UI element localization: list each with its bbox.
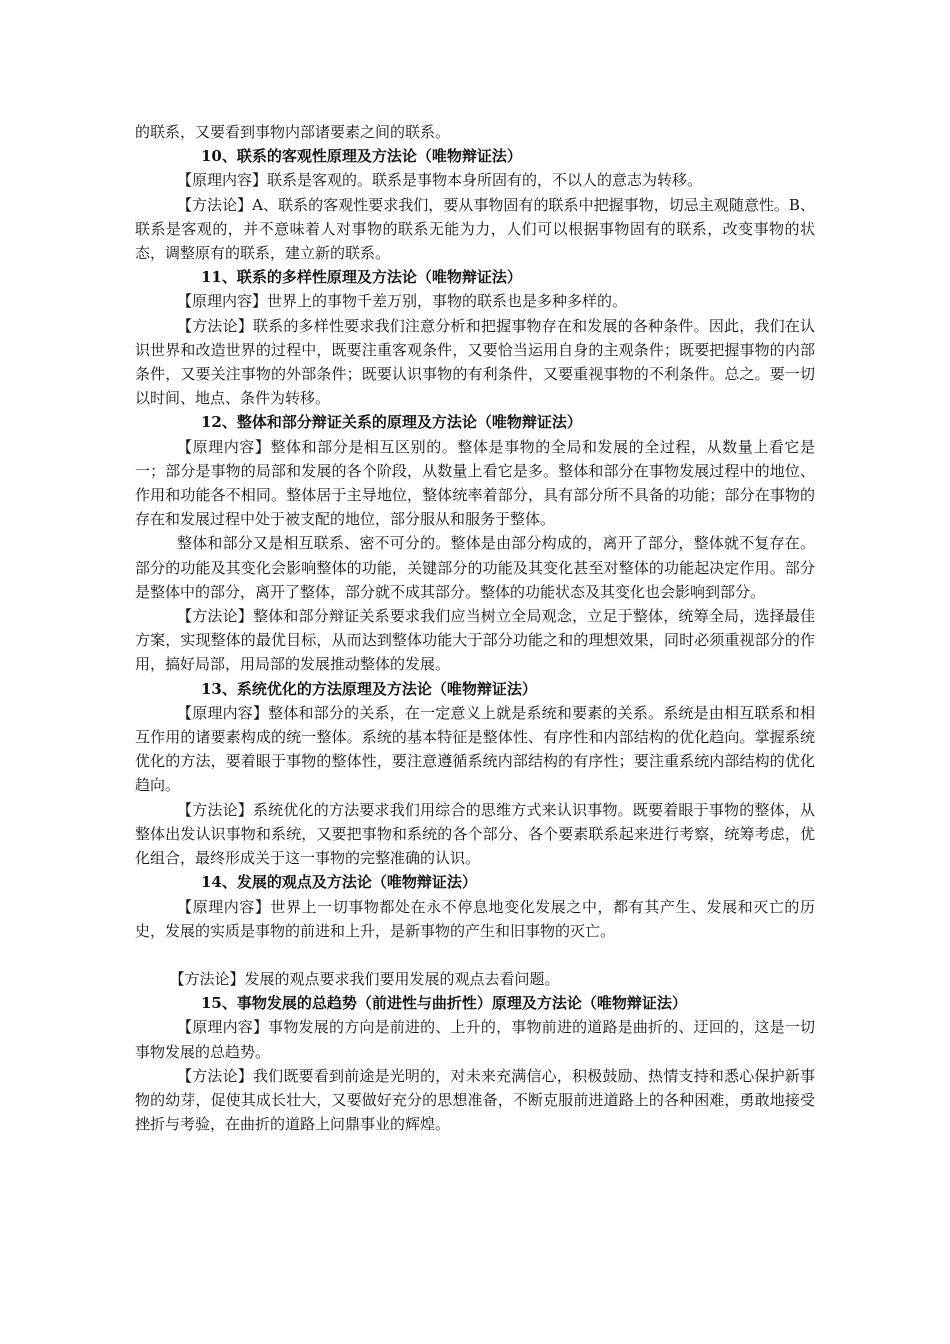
body-paragraph: 整体和部分又是相互联系、密不可分的。整体是由部分构成的，离开了部分，整体就不复存在。部分的功能及其变化会影响整体的功能，关键部分的功能及其变化甚至对整体的功能起决定作用。部分是整体中的部分，离开了整体，部分就不成其部分。整体的功能状态及其变化也会影响到部分。	[135, 534, 815, 601]
section-heading: 10、联系的客观性原理及方法论（唯物辩证法）	[201, 147, 522, 166]
body-paragraph: 【方法论】系统优化的方法要求我们用综合的思维方式来认识事物。既要着眼于事物的整体，从整体出发认识事物和系统，又要把事物和系统的各个部分、各个要素联系起来进行考察，统筹考虑，优化组合，最终形成关于这一事物的完整准确的认识。	[135, 800, 815, 868]
body-paragraph: 【原理内容】整体和部分的关系，在一定意义上就是系统和要素的关系。系统是由相互联系和相互作用的诸要素构成的统一整体。系统的基本特征是整体性、有序性和内部结构的优化趋向。掌握系统优化的方法，要着眼于事物的整体性，要注意遵循系统内部结构的有序性；要注重系统内部结构的优化趋向。	[135, 703, 815, 795]
document-page	[135, 120, 815, 1136]
body-paragraph: 【原理内容】联系是客观的。联系是事物本身所固有的，不以人的意志为转移。	[177, 171, 703, 190]
section-heading: 14、发展的观点及方法论（唯物辩证法）	[201, 873, 477, 892]
section-heading: 15、事物发展的总趋势（前进性与曲折性）原理及方法论（唯物辩证法）	[201, 994, 687, 1013]
body-paragraph: 【方法论】A、联系的客观性要求我们，要从事物固有的联系中把握事物，切忌主观随意性。B、联系是客观的，并不意味着人对事物的联系无能为力，人们可以根据事物固有的联系，改变事物的状态，调整原有的联系，建立新的联系。	[135, 195, 815, 263]
body-paragraph: 【方法论】联系的多样性要求我们注意分析和把握事物存在和发展的各种条件。因此，我们在认识世界和改造世界的过程中，既要注重客观条件，又要恰当运用自身的主观条件；既要把握事物的内部条件，又要关注事物的外部条件；既要认识事物的有利条件，又要重视事物的不利条件。总之。要一切以时间、地点、条件为转移。	[135, 316, 815, 408]
body-paragraph: 【方法论】我们既要看到前途是光明的，对未来充满信心，积极鼓励、热情支持和悉心保护新事物的幼芽，促使其成长壮大，又要做好充分的思想准备，不断克服前进道路上的各种困难，勇敢地接受挫折与考验，在曲折的道路上问鼎事业的辉煌。	[135, 1066, 815, 1134]
blank-line	[135, 943, 815, 967]
body-paragraph: 【方法论】整体和部分辩证关系要求我们应当树立全局观念，立足于整体，统筹全局，选择最佳方案，实现整体的最优目标，从而达到整体功能大于部分功能之和的理想效果，同时必须重视部分的作用，搞好局部，用局部的发展推动整体的发展。	[135, 607, 815, 674]
section-heading: 12、整体和部分辩证关系的原理及方法论（唯物辩证法）	[201, 413, 582, 432]
body-paragraph: 【原理内容】世界上一切事物都处在永不停息地变化发展之中，都有其产生、发展和灭亡的历史，发展的实质是事物的前进和上升，是新事物的产生和旧事物的灭亡。	[135, 897, 815, 940]
body-paragraph: 【原理内容】事物发展的方向是前进的、上升的，事物前进的道路是曲折的、迂回的，这是一切事物发展的总趋势。	[135, 1018, 815, 1061]
section-heading: 13、系统优化的方法原理及方法论（唯物辩证法）	[201, 679, 537, 698]
body-paragraph: 【方法论】发展的观点要求我们要用发展的观点去看问题。	[169, 969, 560, 988]
body-paragraph: 【原理内容】整体和部分是相互区别的。整体是事物的全局和发展的全过程，从数量上看它是一；部分是事物的局部和发展的各个阶段，从数量上看它是多。整体和部分在事物发展过程中的地位、作用和功能各不相同。整体居于主导地位，整体统率着部分，具有部分所不具备的功能；部分在事物的存在和发展过程中处于被支配的地位，部分服从和服务于整体。	[135, 437, 815, 529]
body-paragraph: 【原理内容】世界上的事物千差万别，事物的联系也是多种多样的。	[177, 292, 628, 311]
body-paragraph: 的联系，又要看到事物内部诸要素之间的联系。	[135, 123, 451, 141]
section-heading: 11、联系的多样性原理及方法论（唯物辩证法）	[201, 268, 522, 287]
